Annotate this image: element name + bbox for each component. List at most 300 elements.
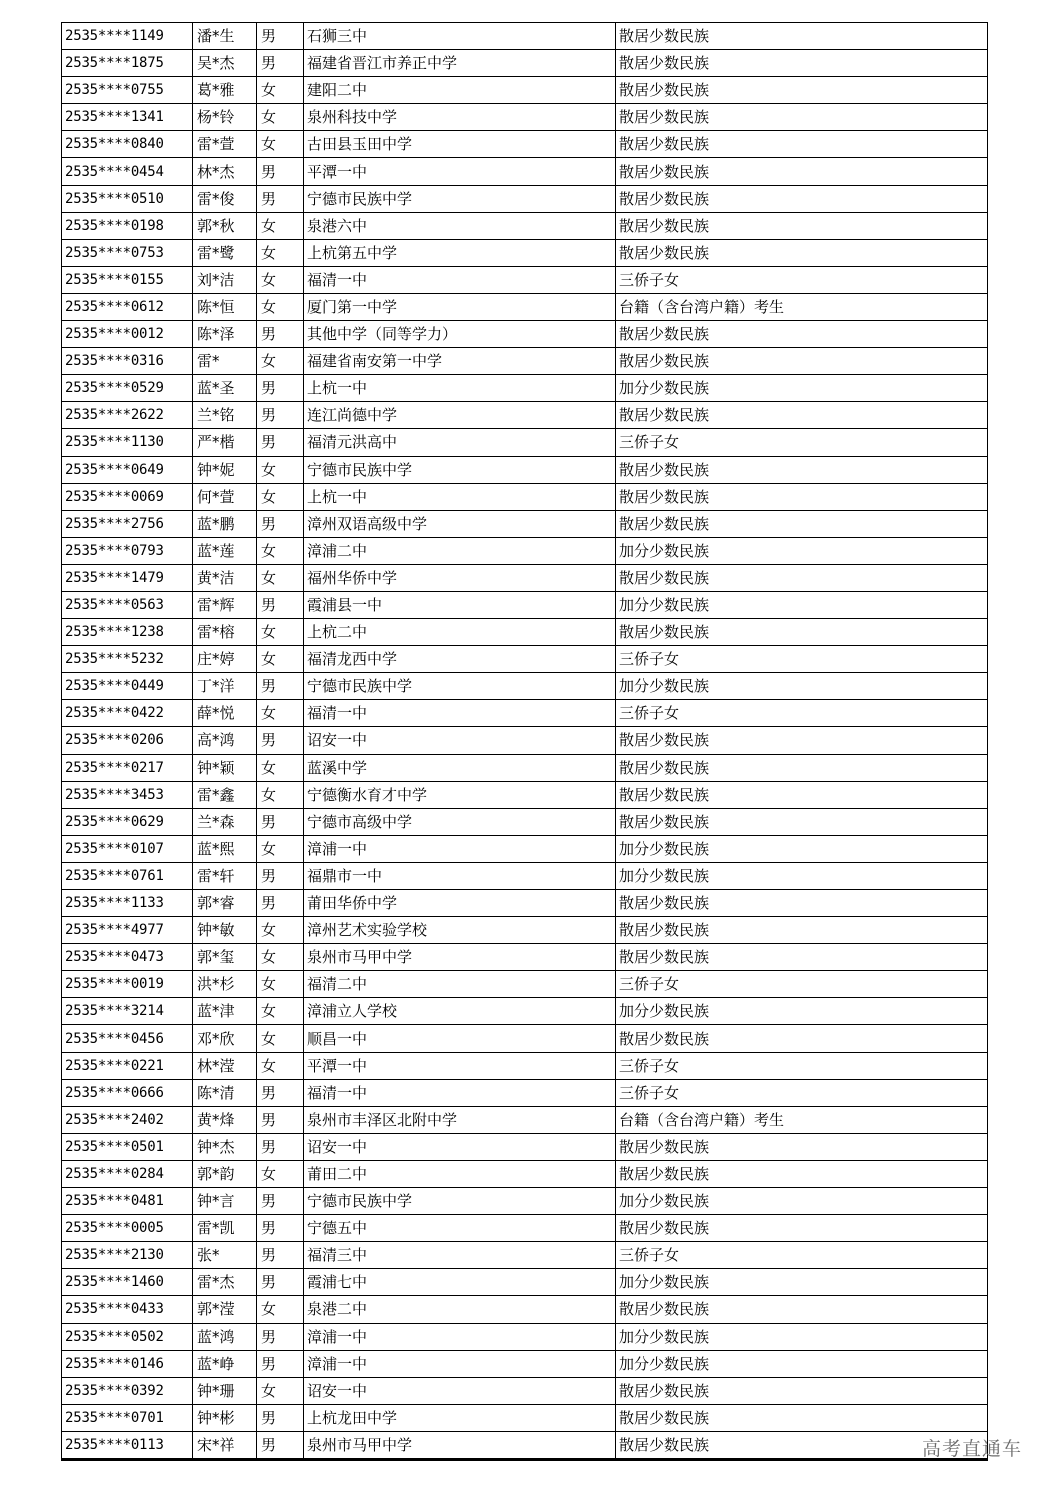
candidate-gender-cell: 男 xyxy=(257,402,304,429)
candidate-name-cell: 郭*韵 xyxy=(193,1160,257,1187)
candidate-id-cell: 2535****0629 xyxy=(62,808,193,835)
candidate-name-cell: 陈*恒 xyxy=(193,293,257,320)
candidate-id-cell: 2535****0501 xyxy=(62,1133,193,1160)
table-row xyxy=(62,375,988,402)
candidate-school-cell: 宁德市民族中学 xyxy=(304,456,616,483)
candidate-id-cell: 2535****1875 xyxy=(62,50,193,77)
candidate-category-cell: 散居少数民族 xyxy=(616,1296,988,1323)
candidate-gender-cell: 女 xyxy=(257,104,304,131)
candidate-school-cell: 宁德市高级中学 xyxy=(304,808,616,835)
table-row xyxy=(62,1106,988,1133)
candidate-gender-cell: 男 xyxy=(257,1079,304,1106)
table-row xyxy=(62,917,988,944)
candidate-category-cell: 散居少数民族 xyxy=(616,510,988,537)
candidate-category-cell: 加分少数民族 xyxy=(616,673,988,700)
candidate-school-cell: 漳州双语高级中学 xyxy=(304,510,616,537)
candidate-category-cell: 台籍（含台湾户籍）考生 xyxy=(616,1106,988,1133)
table-row xyxy=(62,1431,988,1459)
candidate-category-cell: 加分少数民族 xyxy=(616,537,988,564)
candidate-name-cell: 林*滢 xyxy=(193,1052,257,1079)
table-row xyxy=(62,1079,988,1106)
candidate-school-cell: 上杭一中 xyxy=(304,483,616,510)
candidate-id-cell: 2535****0113 xyxy=(62,1431,193,1459)
candidate-school-cell: 福清元洪高中 xyxy=(304,429,616,456)
candidate-gender-cell: 女 xyxy=(257,537,304,564)
candidate-school-cell: 宁德市民族中学 xyxy=(304,1188,616,1215)
candidate-gender-cell: 女 xyxy=(257,1052,304,1079)
table-row xyxy=(62,1269,988,1296)
table-row xyxy=(62,1160,988,1187)
candidate-category-cell: 散居少数民族 xyxy=(616,185,988,212)
table-row xyxy=(62,673,988,700)
candidate-name-cell: 雷*凯 xyxy=(193,1215,257,1242)
candidate-school-cell: 漳浦一中 xyxy=(304,835,616,862)
table-row xyxy=(62,321,988,348)
candidate-name-cell: 宋*祥 xyxy=(193,1431,257,1459)
candidate-school-cell: 福清二中 xyxy=(304,971,616,998)
candidate-school-cell: 福清一中 xyxy=(304,700,616,727)
candidate-id-cell: 2535****0284 xyxy=(62,1160,193,1187)
candidate-category-cell: 散居少数民族 xyxy=(616,781,988,808)
candidate-name-cell: 蓝*峥 xyxy=(193,1350,257,1377)
table-row xyxy=(62,835,988,862)
candidate-id-cell: 2535****0107 xyxy=(62,835,193,862)
candidate-school-cell: 顺昌一中 xyxy=(304,1025,616,1052)
candidate-category-cell: 散居少数民族 xyxy=(616,212,988,239)
candidate-id-cell: 2535****0422 xyxy=(62,700,193,727)
candidate-gender-cell: 男 xyxy=(257,673,304,700)
table-row xyxy=(62,158,988,185)
candidate-id-cell: 2535****0198 xyxy=(62,212,193,239)
candidate-school-cell: 福建省晋江市养正中学 xyxy=(304,50,616,77)
table-row xyxy=(62,537,988,564)
candidate-school-cell: 福鼎市一中 xyxy=(304,862,616,889)
table-row xyxy=(62,456,988,483)
candidate-category-cell: 散居少数民族 xyxy=(616,1404,988,1431)
candidate-category-cell: 三侨子女 xyxy=(616,646,988,673)
table-row xyxy=(62,1215,988,1242)
candidate-school-cell: 建阳二中 xyxy=(304,77,616,104)
candidate-school-cell: 霞浦七中 xyxy=(304,1269,616,1296)
candidate-gender-cell: 女 xyxy=(257,917,304,944)
candidate-id-cell: 2535****0755 xyxy=(62,77,193,104)
candidate-id-cell: 2535****0069 xyxy=(62,483,193,510)
candidate-school-cell: 泉州市马甲中学 xyxy=(304,1431,616,1459)
candidate-category-cell: 加分少数民族 xyxy=(616,375,988,402)
table-row xyxy=(62,1404,988,1431)
candidate-gender-cell: 女 xyxy=(257,754,304,781)
table-row xyxy=(62,266,988,293)
candidate-category-cell: 散居少数民族 xyxy=(616,890,988,917)
candidate-category-cell: 散居少数民族 xyxy=(616,402,988,429)
candidate-school-cell: 莆田华侨中学 xyxy=(304,890,616,917)
candidate-name-cell: 邓*欣 xyxy=(193,1025,257,1052)
candidate-gender-cell: 男 xyxy=(257,727,304,754)
candidate-school-cell: 宁德市民族中学 xyxy=(304,673,616,700)
candidate-id-cell: 2535****0206 xyxy=(62,727,193,754)
candidate-gender-cell: 女 xyxy=(257,971,304,998)
table-row xyxy=(62,1323,988,1350)
table-row xyxy=(62,781,988,808)
candidate-name-cell: 郭*玺 xyxy=(193,944,257,971)
candidate-school-cell: 漳浦一中 xyxy=(304,1350,616,1377)
candidate-gender-cell: 女 xyxy=(257,1377,304,1404)
candidate-gender-cell: 女 xyxy=(257,835,304,862)
candidate-category-cell: 加分少数民族 xyxy=(616,1188,988,1215)
candidate-school-cell: 泉港二中 xyxy=(304,1296,616,1323)
candidate-school-cell: 上杭第五中学 xyxy=(304,239,616,266)
candidate-name-cell: 钟*杰 xyxy=(193,1133,257,1160)
candidate-id-cell: 2535****0316 xyxy=(62,348,193,375)
candidate-name-cell: 陈*泽 xyxy=(193,321,257,348)
candidate-category-cell: 台籍（含台湾户籍）考生 xyxy=(616,293,988,320)
candidate-category-cell: 加分少数民族 xyxy=(616,1350,988,1377)
candidate-name-cell: 陈*清 xyxy=(193,1079,257,1106)
table-row xyxy=(62,104,988,131)
candidate-category-cell: 散居少数民族 xyxy=(616,104,988,131)
candidate-gender-cell: 男 xyxy=(257,1188,304,1215)
candidate-school-cell: 宁德市民族中学 xyxy=(304,185,616,212)
candidate-gender-cell: 女 xyxy=(257,266,304,293)
candidate-school-cell: 平潭一中 xyxy=(304,1052,616,1079)
candidate-id-cell: 2535****0761 xyxy=(62,862,193,889)
candidate-school-cell: 泉州市马甲中学 xyxy=(304,944,616,971)
candidate-category-cell: 三侨子女 xyxy=(616,1079,988,1106)
candidate-name-cell: 高*鸿 xyxy=(193,727,257,754)
candidate-id-cell: 2535****4977 xyxy=(62,917,193,944)
table-row xyxy=(62,483,988,510)
candidate-gender-cell: 女 xyxy=(257,293,304,320)
table-row xyxy=(62,1133,988,1160)
candidate-school-cell: 古田县玉田中学 xyxy=(304,131,616,158)
candidate-category-cell: 散居少数民族 xyxy=(616,23,988,50)
candidate-id-cell: 2535****2756 xyxy=(62,510,193,537)
candidate-gender-cell: 女 xyxy=(257,781,304,808)
candidate-category-cell: 加分少数民族 xyxy=(616,862,988,889)
table-row xyxy=(62,1377,988,1404)
candidate-id-cell: 2535****1133 xyxy=(62,890,193,917)
candidate-id-cell: 2535****0449 xyxy=(62,673,193,700)
candidate-id-cell: 2535****3453 xyxy=(62,781,193,808)
candidate-id-cell: 2535****1460 xyxy=(62,1269,193,1296)
candidate-name-cell: 庄*婷 xyxy=(193,646,257,673)
candidate-gender-cell: 男 xyxy=(257,1431,304,1459)
candidate-name-cell: 钟*言 xyxy=(193,1188,257,1215)
candidate-id-cell: 2535****0481 xyxy=(62,1188,193,1215)
candidate-gender-cell: 男 xyxy=(257,158,304,185)
candidate-id-cell: 2535****0456 xyxy=(62,1025,193,1052)
candidate-school-cell: 漳州艺术实验学校 xyxy=(304,917,616,944)
table-row xyxy=(62,944,988,971)
candidate-name-cell: 雷*榕 xyxy=(193,619,257,646)
candidate-school-cell: 福建省南安第一中学 xyxy=(304,348,616,375)
candidate-name-cell: 杨*铃 xyxy=(193,104,257,131)
candidate-school-cell: 蓝溪中学 xyxy=(304,754,616,781)
candidate-name-cell: 兰*铭 xyxy=(193,402,257,429)
candidate-gender-cell: 男 xyxy=(257,510,304,537)
candidate-gender-cell: 男 xyxy=(257,1404,304,1431)
candidate-gender-cell: 男 xyxy=(257,321,304,348)
candidate-category-cell: 三侨子女 xyxy=(616,971,988,998)
table-row xyxy=(62,1052,988,1079)
table-row xyxy=(62,131,988,158)
candidate-category-cell: 加分少数民族 xyxy=(616,591,988,618)
candidate-id-cell: 2535****1479 xyxy=(62,564,193,591)
candidate-school-cell: 泉州市丰泽区北附中学 xyxy=(304,1106,616,1133)
candidate-id-cell: 2535****0146 xyxy=(62,1350,193,1377)
candidate-gender-cell: 女 xyxy=(257,77,304,104)
candidate-name-cell: 蓝*莲 xyxy=(193,537,257,564)
candidate-school-cell: 上杭一中 xyxy=(304,375,616,402)
candidate-category-cell: 散居少数民族 xyxy=(616,483,988,510)
candidate-id-cell: 2535****0529 xyxy=(62,375,193,402)
candidate-school-cell: 连江尚德中学 xyxy=(304,402,616,429)
candidate-school-cell: 福清一中 xyxy=(304,1079,616,1106)
candidate-gender-cell: 男 xyxy=(257,808,304,835)
candidate-school-cell: 福清一中 xyxy=(304,266,616,293)
table-row xyxy=(62,239,988,266)
candidate-name-cell: 黄*烽 xyxy=(193,1106,257,1133)
candidate-id-cell: 2535****0012 xyxy=(62,321,193,348)
candidate-school-cell: 漳浦一中 xyxy=(304,1323,616,1350)
candidate-gender-cell: 女 xyxy=(257,1025,304,1052)
candidate-id-cell: 2535****0221 xyxy=(62,1052,193,1079)
candidate-id-cell: 2535****0612 xyxy=(62,293,193,320)
candidate-id-cell: 2535****1130 xyxy=(62,429,193,456)
candidate-gender-cell: 男 xyxy=(257,1269,304,1296)
table-row xyxy=(62,348,988,375)
candidate-school-cell: 宁德五中 xyxy=(304,1215,616,1242)
candidate-gender-cell: 女 xyxy=(257,700,304,727)
table-row xyxy=(62,754,988,781)
candidate-category-cell: 三侨子女 xyxy=(616,266,988,293)
candidate-name-cell: 吴*杰 xyxy=(193,50,257,77)
candidate-name-cell: 兰*森 xyxy=(193,808,257,835)
candidate-category-cell: 散居少数民族 xyxy=(616,727,988,754)
candidate-name-cell: 郭*睿 xyxy=(193,890,257,917)
candidate-school-cell: 福清三中 xyxy=(304,1242,616,1269)
candidate-school-cell: 泉州科技中学 xyxy=(304,104,616,131)
candidate-gender-cell: 女 xyxy=(257,564,304,591)
candidate-name-cell: 丁*洋 xyxy=(193,673,257,700)
table-row xyxy=(62,510,988,537)
candidate-id-cell: 2535****2402 xyxy=(62,1106,193,1133)
table-row xyxy=(62,429,988,456)
candidate-category-cell: 散居少数民族 xyxy=(616,1377,988,1404)
candidate-name-cell: 郭*秋 xyxy=(193,212,257,239)
candidate-gender-cell: 男 xyxy=(257,591,304,618)
candidate-school-cell: 漳浦立人学校 xyxy=(304,998,616,1025)
candidate-gender-cell: 男 xyxy=(257,375,304,402)
candidate-gender-cell: 女 xyxy=(257,1160,304,1187)
candidate-id-cell: 2535****0753 xyxy=(62,239,193,266)
candidate-school-cell: 其他中学（同等学力） xyxy=(304,321,616,348)
candidate-id-cell: 2535****0433 xyxy=(62,1296,193,1323)
candidate-school-cell: 漳浦二中 xyxy=(304,537,616,564)
candidate-gender-cell: 男 xyxy=(257,890,304,917)
candidate-name-cell: 蓝*鹏 xyxy=(193,510,257,537)
candidate-name-cell: 蓝*津 xyxy=(193,998,257,1025)
candidate-name-cell: 钟*彬 xyxy=(193,1404,257,1431)
candidate-id-cell: 2535****1341 xyxy=(62,104,193,131)
table-row xyxy=(62,646,988,673)
candidate-name-cell: 何*萱 xyxy=(193,483,257,510)
candidate-name-cell: 洪*杉 xyxy=(193,971,257,998)
table-row xyxy=(62,1296,988,1323)
candidate-category-cell: 加分少数民族 xyxy=(616,835,988,862)
candidate-category-cell: 散居少数民族 xyxy=(616,917,988,944)
candidate-category-cell: 散居少数民族 xyxy=(616,1215,988,1242)
table-row xyxy=(62,862,988,889)
candidate-school-cell: 宁德衡水育才中学 xyxy=(304,781,616,808)
candidate-name-cell: 刘*洁 xyxy=(193,266,257,293)
candidate-name-cell: 雷*鹭 xyxy=(193,239,257,266)
candidate-name-cell: 雷*辉 xyxy=(193,591,257,618)
table-row xyxy=(62,890,988,917)
candidate-gender-cell: 女 xyxy=(257,131,304,158)
candidate-gender-cell: 女 xyxy=(257,944,304,971)
candidate-gender-cell: 女 xyxy=(257,1296,304,1323)
candidate-school-cell: 诏安一中 xyxy=(304,1133,616,1160)
candidate-gender-cell: 女 xyxy=(257,239,304,266)
table-row xyxy=(62,1242,988,1269)
candidate-name-cell: 林*杰 xyxy=(193,158,257,185)
candidate-gender-cell: 男 xyxy=(257,23,304,50)
candidate-id-cell: 2535****0793 xyxy=(62,537,193,564)
table-row xyxy=(62,619,988,646)
candidate-category-cell: 散居少数民族 xyxy=(616,158,988,185)
candidate-id-cell: 2535****0454 xyxy=(62,158,193,185)
candidate-gender-cell: 男 xyxy=(257,862,304,889)
candidate-name-cell: 潘*生 xyxy=(193,23,257,50)
candidate-name-cell: 蓝*圣 xyxy=(193,375,257,402)
candidate-name-cell: 钟*颖 xyxy=(193,754,257,781)
table-row xyxy=(62,700,988,727)
candidate-name-cell: 葛*雅 xyxy=(193,77,257,104)
table-row xyxy=(62,998,988,1025)
candidate-id-cell: 2535****0701 xyxy=(62,1404,193,1431)
candidate-school-cell: 诏安一中 xyxy=(304,1377,616,1404)
candidate-id-cell: 2535****0155 xyxy=(62,266,193,293)
candidate-category-cell: 散居少数民族 xyxy=(616,77,988,104)
candidate-name-cell: 郭*滢 xyxy=(193,1296,257,1323)
candidate-category-cell: 加分少数民族 xyxy=(616,1323,988,1350)
candidate-id-cell: 2535****0019 xyxy=(62,971,193,998)
candidate-category-cell: 三侨子女 xyxy=(616,1052,988,1079)
candidate-school-cell: 霞浦县一中 xyxy=(304,591,616,618)
candidate-category-cell: 散居少数民族 xyxy=(616,564,988,591)
candidate-id-cell: 2535****0502 xyxy=(62,1323,193,1350)
candidate-category-cell: 散居少数民族 xyxy=(616,1025,988,1052)
candidate-school-cell: 厦门第一中学 xyxy=(304,293,616,320)
candidate-category-cell: 散居少数民族 xyxy=(616,131,988,158)
candidate-name-cell: 雷* xyxy=(193,348,257,375)
candidate-name-cell: 雷*俊 xyxy=(193,185,257,212)
candidate-category-cell: 散居少数民族 xyxy=(616,808,988,835)
candidate-id-cell: 2535****0392 xyxy=(62,1377,193,1404)
candidate-category-cell: 散居少数民族 xyxy=(616,321,988,348)
candidate-school-cell: 上杭二中 xyxy=(304,619,616,646)
candidate-school-cell: 莆田二中 xyxy=(304,1160,616,1187)
candidate-name-cell: 薛*悦 xyxy=(193,700,257,727)
candidate-name-cell: 钟*妮 xyxy=(193,456,257,483)
table-row xyxy=(62,23,988,50)
candidate-category-cell: 散居少数民族 xyxy=(616,348,988,375)
candidate-school-cell: 泉港六中 xyxy=(304,212,616,239)
candidate-school-cell: 上杭龙田中学 xyxy=(304,1404,616,1431)
candidate-id-cell: 2535****0840 xyxy=(62,131,193,158)
candidate-category-cell: 散居少数民族 xyxy=(616,1160,988,1187)
candidate-school-cell: 平潭一中 xyxy=(304,158,616,185)
candidate-gender-cell: 男 xyxy=(257,1133,304,1160)
candidate-gender-cell: 男 xyxy=(257,50,304,77)
table-row xyxy=(62,591,988,618)
candidate-gender-cell: 女 xyxy=(257,998,304,1025)
candidate-category-cell: 散居少数民族 xyxy=(616,50,988,77)
candidate-table-body xyxy=(62,23,988,1460)
table-row xyxy=(62,185,988,212)
table-row xyxy=(62,77,988,104)
candidate-name-cell: 严*楷 xyxy=(193,429,257,456)
candidate-name-cell: 黄*洁 xyxy=(193,564,257,591)
table-row xyxy=(62,1350,988,1377)
table-row xyxy=(62,293,988,320)
candidate-id-cell: 2535****0217 xyxy=(62,754,193,781)
candidate-name-cell: 蓝*熙 xyxy=(193,835,257,862)
candidate-school-cell: 福清龙西中学 xyxy=(304,646,616,673)
candidate-category-cell: 三侨子女 xyxy=(616,1242,988,1269)
candidate-name-cell: 蓝*鸿 xyxy=(193,1323,257,1350)
candidate-gender-cell: 女 xyxy=(257,483,304,510)
candidate-category-cell: 三侨子女 xyxy=(616,700,988,727)
candidate-category-cell: 散居少数民族 xyxy=(616,456,988,483)
table-row xyxy=(62,727,988,754)
candidate-category-cell: 散居少数民族 xyxy=(616,1133,988,1160)
candidate-id-cell: 2535****0473 xyxy=(62,944,193,971)
candidate-id-cell: 2535****1149 xyxy=(62,23,193,50)
table-row xyxy=(62,402,988,429)
table-row xyxy=(62,1025,988,1052)
candidate-category-cell: 加分少数民族 xyxy=(616,998,988,1025)
candidate-name-cell: 张* xyxy=(193,1242,257,1269)
candidate-gender-cell: 女 xyxy=(257,212,304,239)
candidate-name-cell: 钟*敏 xyxy=(193,917,257,944)
candidate-id-cell: 2535****0563 xyxy=(62,591,193,618)
watermark-text: 高考直通车 xyxy=(921,1438,1022,1460)
candidate-id-cell: 2535****0005 xyxy=(62,1215,193,1242)
candidate-name-cell: 雷*轩 xyxy=(193,862,257,889)
candidate-name-cell: 钟*珊 xyxy=(193,1377,257,1404)
candidate-gender-cell: 男 xyxy=(257,1215,304,1242)
table-row xyxy=(62,808,988,835)
candidate-category-cell: 散居少数民族 xyxy=(616,754,988,781)
candidate-school-cell: 诏安一中 xyxy=(304,727,616,754)
candidate-category-cell: 加分少数民族 xyxy=(616,1269,988,1296)
table-row xyxy=(62,1188,988,1215)
candidate-name-cell: 雷*萱 xyxy=(193,131,257,158)
candidate-gender-cell: 女 xyxy=(257,646,304,673)
candidate-gender-cell: 女 xyxy=(257,619,304,646)
candidate-gender-cell: 男 xyxy=(257,185,304,212)
candidate-school-cell: 石狮三中 xyxy=(304,23,616,50)
table-row xyxy=(62,212,988,239)
candidate-id-cell: 2535****0510 xyxy=(62,185,193,212)
candidate-school-cell: 福州华侨中学 xyxy=(304,564,616,591)
candidate-category-cell: 散居少数民族 xyxy=(616,944,988,971)
candidate-id-cell: 2535****0649 xyxy=(62,456,193,483)
candidate-id-cell: 2535****5232 xyxy=(62,646,193,673)
candidate-name-cell: 雷*杰 xyxy=(193,1269,257,1296)
